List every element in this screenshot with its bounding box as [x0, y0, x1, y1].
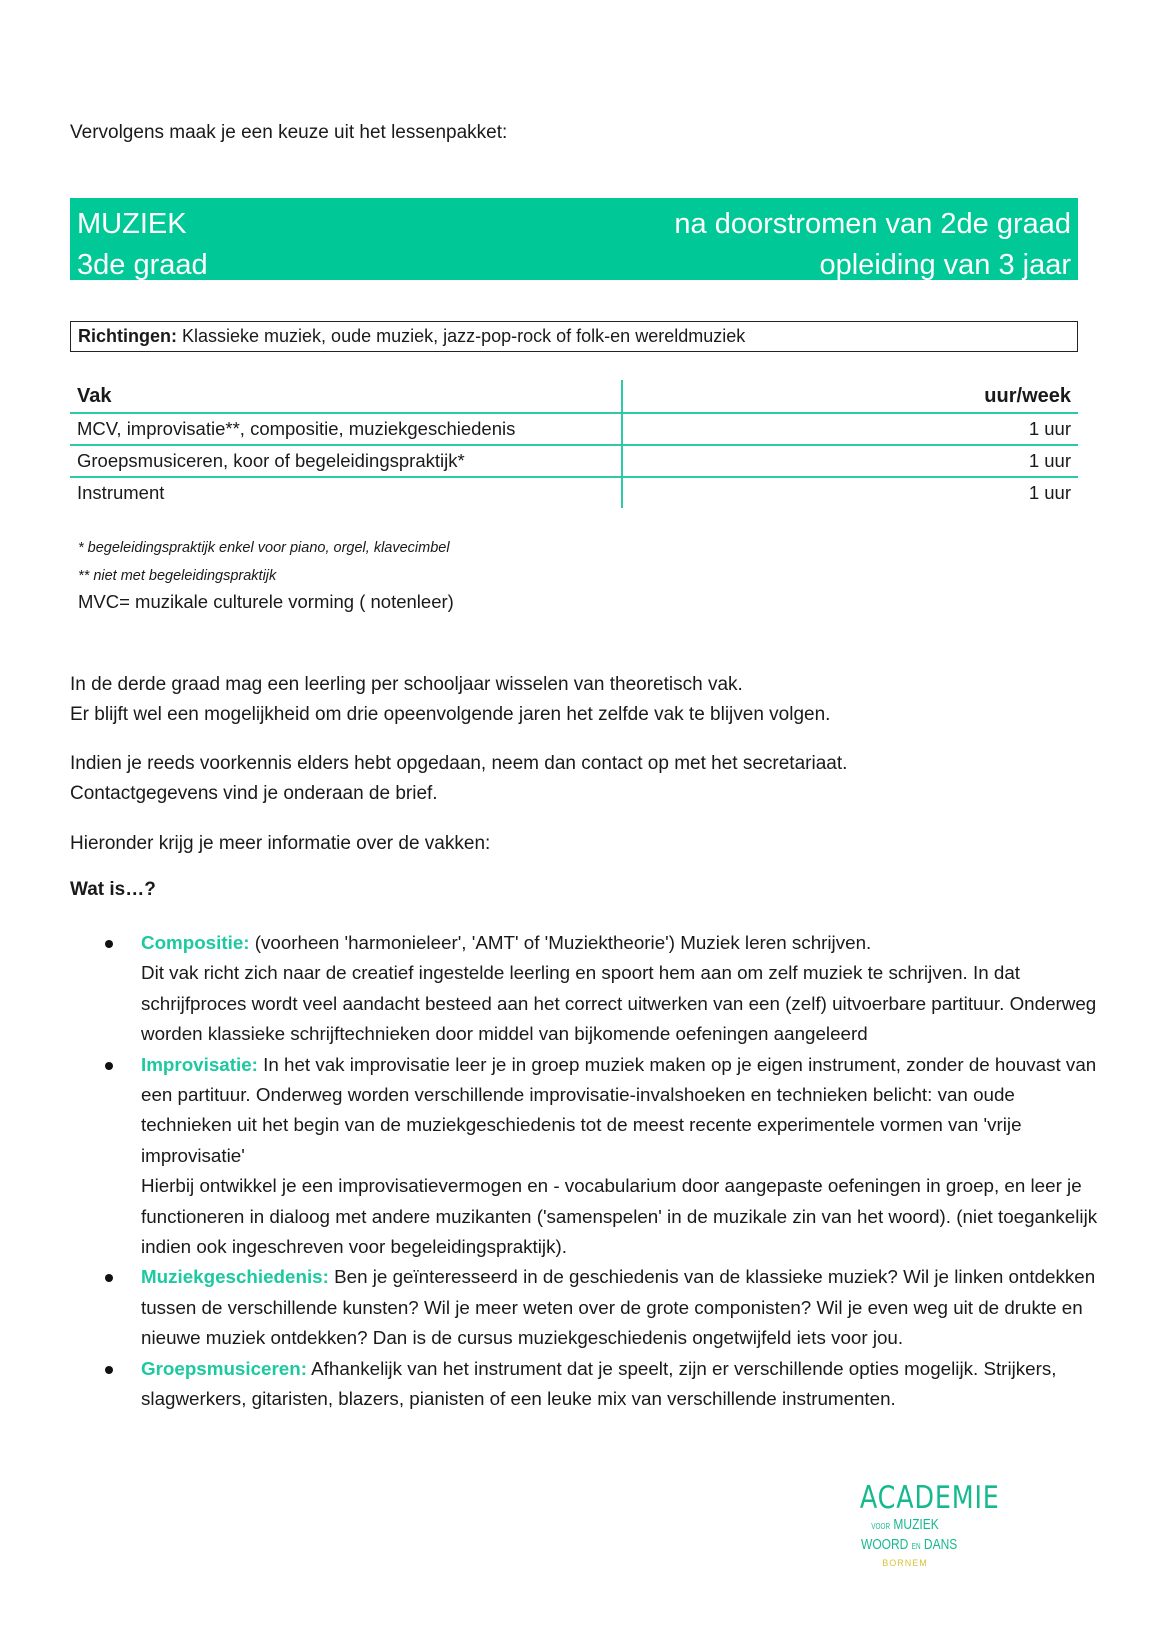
- paragraph-line: Contactgegevens vind je onderaan de brief.: [70, 783, 438, 804]
- section-heading: Wat is…?: [70, 879, 156, 900]
- bullet-icon: [105, 1274, 113, 1282]
- course-table: [70, 380, 1078, 508]
- richtingen-label: Richtingen:: [78, 326, 177, 346]
- paragraph-line: Indien je reeds voorkennis elders hebt opgedaan, neem dan contact op met het secretariaat.: [70, 753, 848, 774]
- list-item-compositie: [70, 928, 1100, 1050]
- table-row: [70, 477, 1078, 508]
- paragraph-more-info: Hieronder krijg je meer informatie over de vakken:: [70, 833, 491, 854]
- banner-grade: 3de graad: [77, 249, 208, 281]
- richtingen-text: Klassieke muziek, oude muziek, jazz-pop-rock of folk-en wereldmuziek: [177, 326, 746, 346]
- richtingen-box: [70, 321, 1078, 352]
- logo-woord: WOORD: [861, 1536, 909, 1553]
- logo-en: EN: [911, 1542, 921, 1551]
- item-text: In het vak improvisatie leer je in groep muziek maken op je eigen instrument, zonder de houvast van een partituur. Onderweg worden verschillende improvisatie-invalshoeken en technieken belicht: van oude technieken uit het begin van de muziekgeschiedenis tot de meest recente experimentele vormen van 'vrije improvisatie' Hierbij ontwikkel je een improvisatievermogen en - vocabularium door aangepaste oefeningen in groep, en leer je functioneren in dialoog met andere muzikanten ('samenspelen' in de muzikale zin van het woord). (niet toegankelijk indien ook ingeschreven voor begeleidingspraktijk).: [141, 1053, 1098, 1258]
- logo-voor: VOOR: [871, 1522, 891, 1531]
- footnote-1: * begeleidingspraktijk enkel voor piano, orgel, klavecimbel: [78, 540, 450, 556]
- logo-academie: ACADEMIE: [859, 1480, 1000, 1516]
- footnote-3: MVC= muzikale culturele vorming ( notenleer): [78, 591, 454, 612]
- course-hours: 1 uur: [622, 413, 1078, 445]
- logo-dans: DANS: [923, 1536, 958, 1553]
- banner-flow: na doorstromen van 2de graad: [674, 208, 1071, 240]
- table-row: [70, 445, 1078, 477]
- paragraph-theory-switch: [70, 670, 1090, 730]
- item-text: (voorheen 'harmonieleer', 'AMT' of 'Muziektheorie') Muziek leren schrijven. Dit vak richt zich naar de creatief ingestelde leerling en spoort hem aan om zelf muziek te schrijven. In dat schrijfproces wordt veel aandacht besteed aan het correct uitwerken van een (zelf) uitvoerbare partituur. Onderweg worden klassieke schrijftechnieken door middel van bijkomende oefeningen aangeleerd: [141, 932, 1097, 1045]
- course-description-list: [70, 928, 1100, 1415]
- bullet-icon: [105, 1062, 113, 1070]
- logo-place: BORNEM: [882, 1558, 928, 1568]
- item-term: Muziekgeschiedenis:: [141, 1266, 329, 1288]
- item-term: Improvisatie:: [141, 1053, 258, 1075]
- footnote-2: ** niet met begeleidingspraktijk: [78, 568, 277, 584]
- logo-muziek: MUZIEK: [893, 1516, 939, 1533]
- table-row: [70, 413, 1078, 445]
- course-hours: 1 uur: [1028, 482, 1071, 503]
- paragraph-line: In de derde graad mag een leerling per schooljaar wisselen van theoretisch vak.: [70, 674, 743, 695]
- paragraph-line: Er blijft wel een mogelijkheid om drie opeenvolgende jaren het zelfde vak te blijven volgen.: [70, 704, 831, 725]
- logo-line2: [861, 1516, 949, 1536]
- item-term: Groepsmusiceren:: [141, 1357, 307, 1379]
- banner-title: MUZIEK: [77, 208, 187, 240]
- table-header-row: [70, 380, 1078, 413]
- course-hours: 1 uur: [622, 445, 1078, 477]
- banner-duration: opleiding van 3 jaar: [819, 249, 1071, 281]
- header-vak: Vak: [70, 380, 622, 413]
- list-item-improvisatie: [70, 1050, 1100, 1263]
- academie-logo: [850, 1480, 1000, 1568]
- logo-line3: [861, 1536, 958, 1556]
- course-name: MCV, improvisatie**, compositie, muziekgeschiedenis: [70, 413, 622, 445]
- list-item-groepsmusiceren: [70, 1354, 1100, 1415]
- item-text: Ben je geïnteresseerd in de geschiedenis van de klassieke muziek? Wil je linken ontdekken tussen de verschillende kunsten? Wil je meer weten over de grote componisten? Wil je even weg uit de drukte en nieuwe muziek ontdekken? Dan is de cursus muziekgeschiedenis ongetwijfeld iets voor jou.: [141, 1266, 1096, 1349]
- course-name: Groepsmusiceren, koor of begeleidingspraktijk*: [70, 445, 622, 477]
- course-name: Instrument: [70, 477, 622, 508]
- bullet-icon: [105, 940, 113, 948]
- bullet-icon: [105, 1366, 113, 1374]
- program-banner: [70, 198, 1078, 280]
- list-item-muziekgeschiedenis: [70, 1262, 1100, 1353]
- header-uur-week: uur/week: [622, 380, 1078, 413]
- paragraph-contact: [70, 749, 1090, 809]
- item-term: Compositie:: [141, 932, 250, 953]
- intro-text: Vervolgens maak je een keuze uit het lessenpakket:: [70, 122, 508, 143]
- item-text: Afhankelijk van het instrument dat je speelt, zijn er verschillende opties mogelijk. Strijkers, slagwerkers, gitaristen, blazers, pianisten of een leuke mix van verschillende instrumenten.: [141, 1357, 1057, 1410]
